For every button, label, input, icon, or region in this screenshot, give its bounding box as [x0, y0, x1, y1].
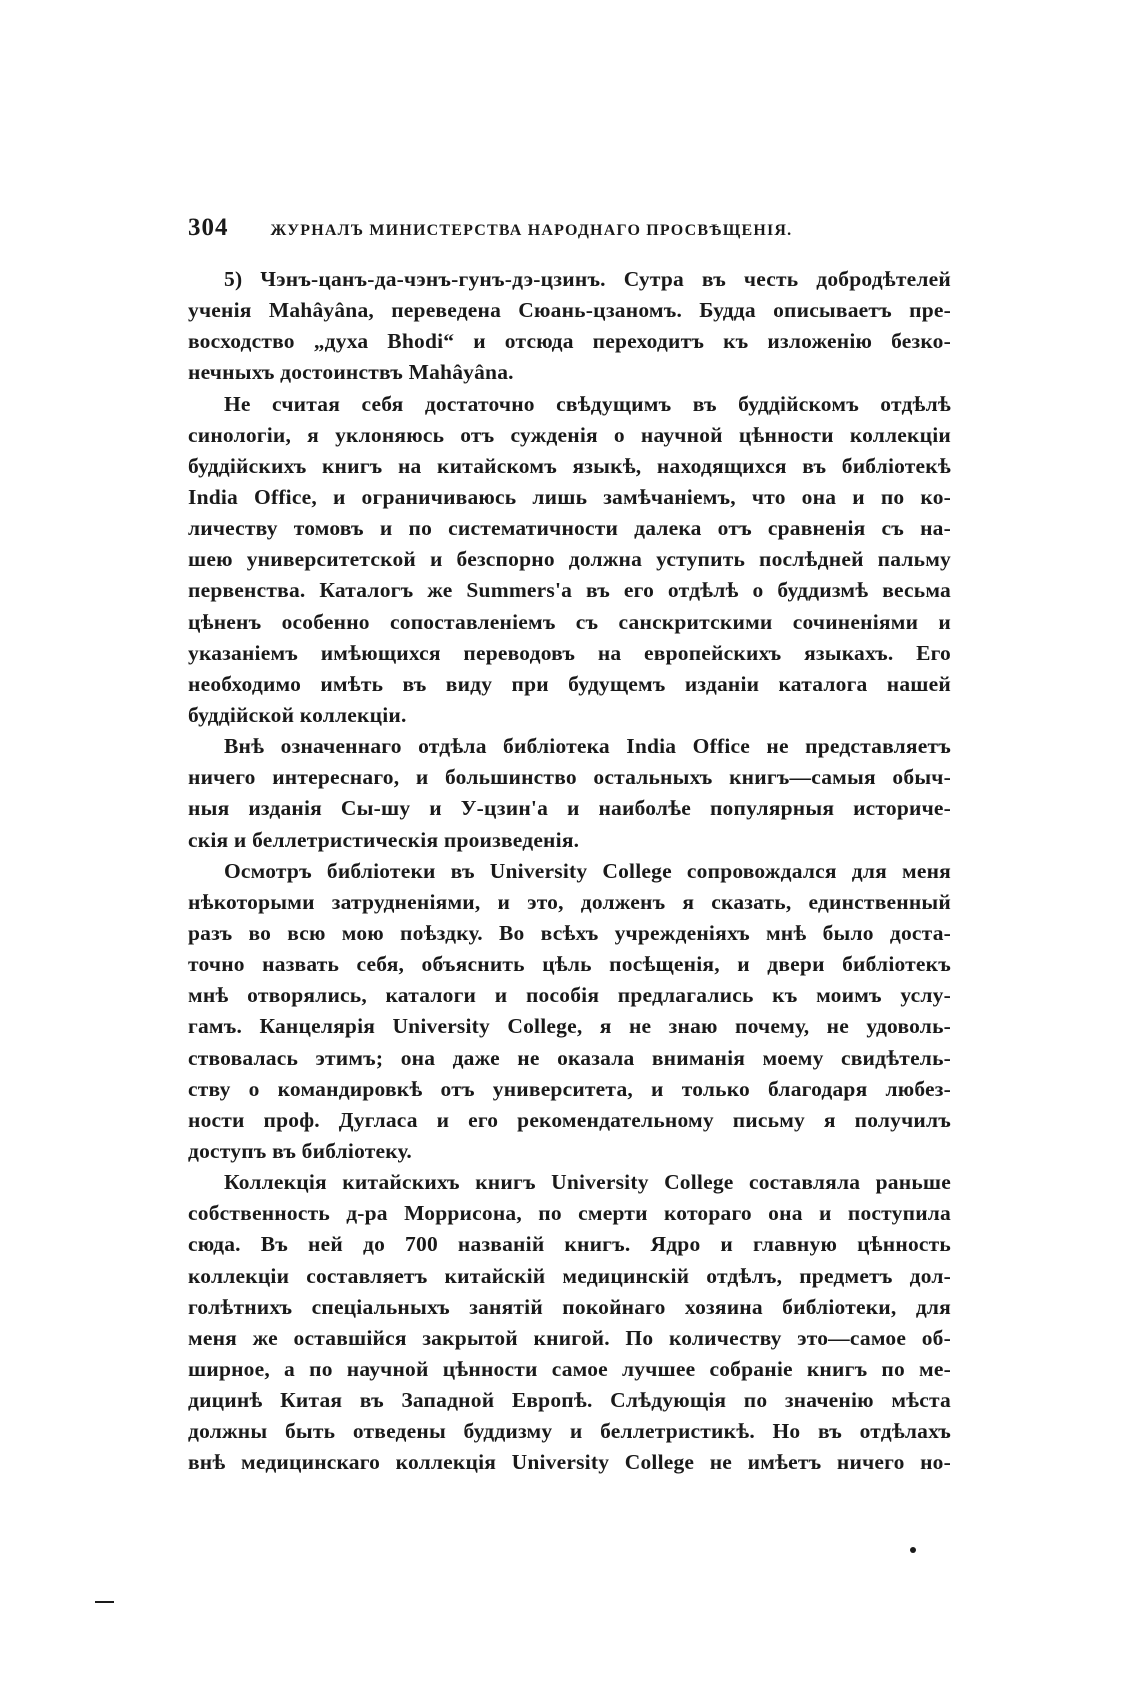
printer-dot-mark: [910, 1547, 916, 1553]
text-line: сюда. Въ ней до 700 названій книгъ. Ядро и главную цѣнность: [188, 1232, 951, 1257]
text-line: разъ во всю мою поѣздку. Во всѣхъ учрежденіяхъ мнѣ было доста-: [188, 920, 951, 945]
text-line: дицинѣ Китая въ Западной Европѣ. Слѣдующія по значенію мѣста: [188, 1388, 951, 1413]
text-line: Внѣ означеннаго отдѣла библіотека India Office не представляетъ: [224, 734, 951, 759]
text-line: Не считая себя достаточно свѣдущимъ въ буддійскомъ отдѣлѣ: [224, 391, 951, 416]
text-line: ности проф. Дугласа и его рекомендательному письму я получилъ: [188, 1107, 951, 1132]
text-line: коллекціи составляетъ китайскій медицинскій отдѣлъ, предметъ дол-: [188, 1263, 951, 1288]
text-line: буддійской коллекціи.: [188, 702, 407, 727]
text-line: скія и беллетристическія произведенія.: [188, 827, 580, 852]
text-line: меня же оставшійся закрытой книгой. По количеству это—самое об-: [188, 1325, 951, 1350]
text-line: первенства. Каталогъ же Summers'а въ его отдѣлѣ о буддизмѣ весьма: [188, 578, 951, 603]
text-line: собственность д-ра Моррисона, по смерти котораго она и поступила: [188, 1201, 951, 1226]
scan-edge-mark: [95, 1601, 114, 1603]
text-line: ству о командировкѣ отъ университета, и только благодаря любез-: [188, 1076, 951, 1101]
text-line: должны быть отведены буддизму и беллетристикѣ. Но въ отдѣлахъ: [188, 1419, 951, 1444]
text-line: цѣненъ особенно сопоставленіемъ съ санскритскими сочиненіями и: [188, 609, 951, 634]
text-line: синологіи, я уклоняюсь отъ сужденія о научной цѣнности коллекціи: [188, 422, 951, 447]
text-line: указаніемъ имѣющихся переводовъ на европейскихъ языкахъ. Его: [188, 640, 951, 665]
text-line: нечныхъ достоинствъ Mahâyâna.: [188, 360, 514, 385]
text-line: ствовалась этимъ; она даже не оказала вниманія моему свидѣтель-: [188, 1045, 951, 1070]
text-line: ученія Mahâyâna, переведена Сюань-цзаномъ. Будда описываетъ пре-: [188, 298, 951, 323]
text-line: доступъ въ библіотеку.: [188, 1138, 412, 1163]
text-line: мнѣ отворялись, каталоги и пособія предлагались къ моимъ услу-: [188, 983, 951, 1008]
text-line: буддійскихъ книгъ на китайскомъ языкѣ, находящихся въ библіотекѣ: [188, 453, 951, 478]
text-line: Осмотръ библіотеки въ University College сопровождался для меня: [224, 858, 951, 883]
body-text: [188, 264, 951, 1478]
text-line: Коллекція китайскихъ книгъ University College составляла раньше: [224, 1170, 951, 1195]
text-line: точно назвать себя, объяснить цѣль посѣщенія, и двери библіотекъ: [188, 952, 951, 977]
page-number: 304: [188, 214, 229, 241]
text-line: восходство „духа Bhodi“ и отсюда переходитъ къ изложенію безко-: [188, 329, 951, 354]
text-line: ширное, а по научной цѣнности самое лучшее собраніе книгъ по ме-: [188, 1356, 951, 1381]
text-line: нѣкоторыми затрудненіями, и это, долженъ я сказать, единственный: [188, 889, 951, 914]
text-line: ныя изданія Сы-шу и У-цзин'а и наиболѣе популярныя историче-: [188, 796, 951, 821]
page-header: [188, 214, 928, 244]
text-line: необходимо имѣть въ виду при будущемъ изданіи каталога нашей: [188, 671, 951, 696]
text-line: внѣ медицинскаго коллекція University College не имѣетъ ничего но-: [188, 1450, 951, 1475]
running-head: ЖУРНАЛЪ МИНИСТЕРСТВА НАРОДНАГО ПРОСВѢЩЕНІЯ.: [270, 222, 793, 239]
text-line: голѣтнихъ спеціальныхъ занятій покойнаго хозяина библіотеки, для: [188, 1294, 951, 1319]
text-line: личеству томовъ и по систематичности далека отъ сравненія съ на-: [188, 516, 951, 541]
text-line: 5) Чэнъ-цанъ-да-чэнъ-гунъ-дэ-цзинъ. Сутра въ честь добродѣтелей: [224, 267, 951, 291]
text-line: шею университетской и безспорно должна уступить послѣдней пальму: [188, 547, 951, 572]
text-line: India Office, и ограничиваюсь лишь замѣчаніемъ, что она и по ко-: [188, 484, 951, 509]
text-line: ничего интереснаго, и большинство остальныхъ книгъ—самыя обыч-: [188, 765, 951, 790]
text-line: гамъ. Канцелярія University College, я не знаю почему, не удоволь-: [188, 1014, 951, 1039]
